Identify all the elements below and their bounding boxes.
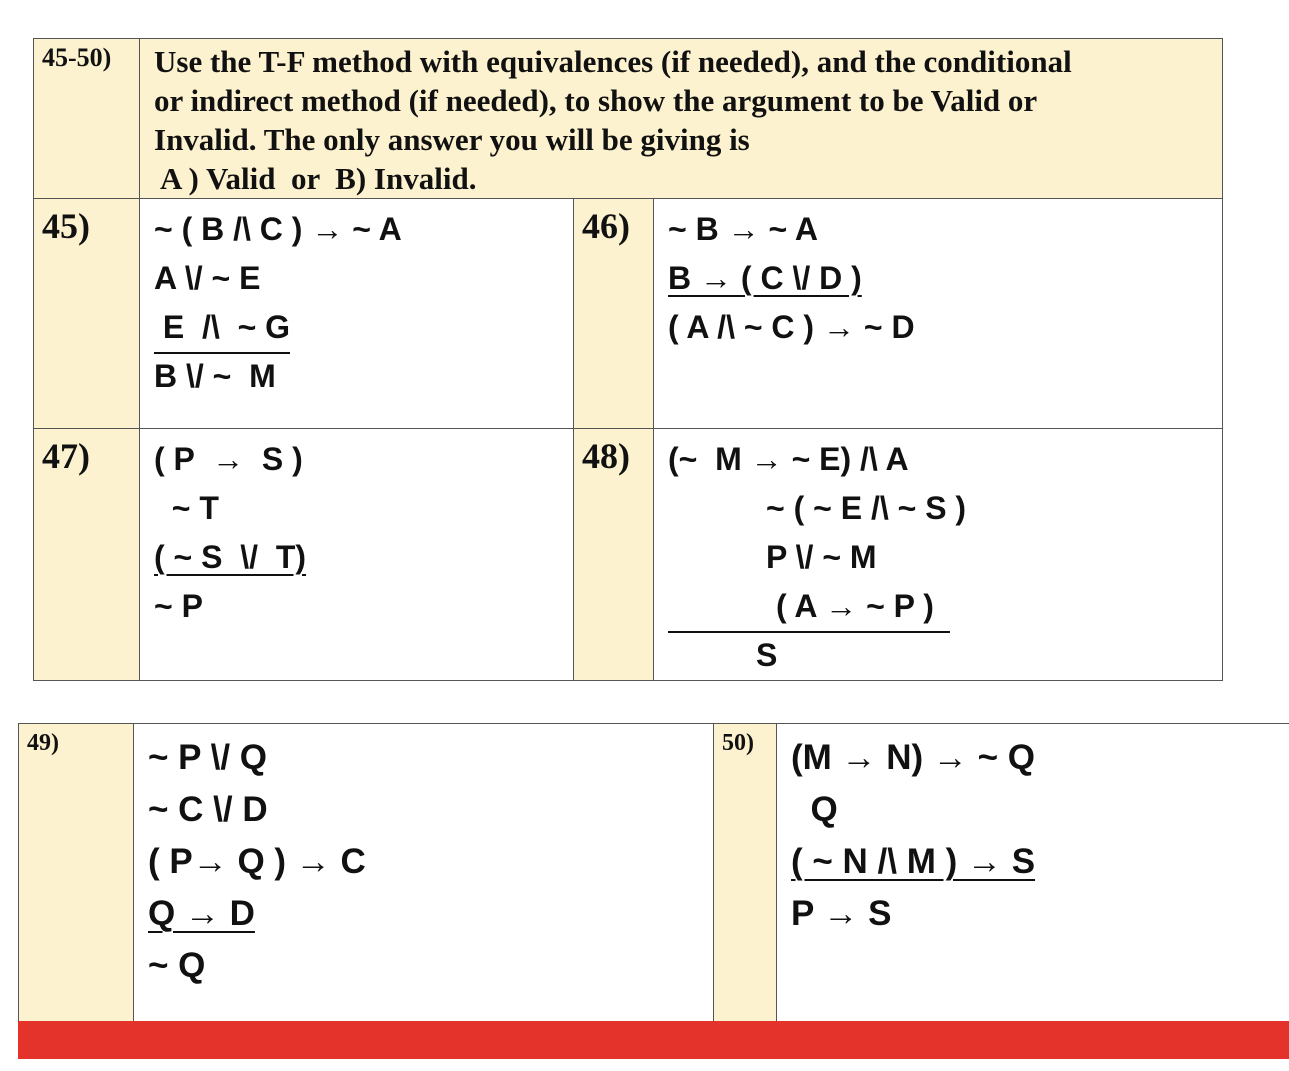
instruction-line: Use the T-F method with equivalences (if needed), and the conditional xyxy=(154,44,1072,79)
problem-50-argument xyxy=(777,724,1289,1022)
premise: Q → D xyxy=(148,894,255,933)
premise: ( ~ N /\ M ) → S xyxy=(791,842,1036,881)
premise: A \/ ~ E xyxy=(154,260,261,296)
instruction-line: or indirect method (if needed), to show the argument to be Valid or xyxy=(154,83,1038,118)
problem-48-argument xyxy=(654,429,1223,681)
premise: ~ ( ~ E /\ ~ S ) xyxy=(766,490,967,526)
conclusion: ~ P xyxy=(154,588,203,624)
problem-range-label: 45-50) xyxy=(34,39,140,199)
premise: ( P→ Q ) → C xyxy=(148,842,366,881)
premise: (M → N) → ~ Q xyxy=(791,738,1036,777)
instruction-line: Invalid. The only answer you will be giving is xyxy=(154,122,750,157)
premise: P \/ ~ M xyxy=(766,539,877,575)
premise: ( ~ S \/ T) xyxy=(154,539,307,575)
premise: ~ C \/ D xyxy=(148,790,268,829)
red-footer-bar xyxy=(18,1021,1289,1059)
problem-row xyxy=(34,199,1223,429)
problem-row xyxy=(34,429,1223,681)
conclusion: B \/ ~ M xyxy=(154,358,276,394)
conclusion: S xyxy=(756,637,778,673)
premise: Q xyxy=(791,790,838,829)
premise: ~ B → ~ A xyxy=(668,211,818,247)
premise: ( A → ~ P ) xyxy=(668,582,1222,631)
instruction-line: A ) Valid or B) Invalid. xyxy=(154,161,477,196)
problem-46-argument xyxy=(654,199,1223,429)
premise: E /\ ~ G xyxy=(154,303,573,352)
problem-number-49: 49) xyxy=(19,724,134,1022)
instructions-row xyxy=(34,39,1223,199)
premise: ~ P \/ Q xyxy=(148,738,267,777)
problems-49-50-table xyxy=(18,723,1289,1022)
problems-45-48-table xyxy=(33,38,1223,681)
premise: ( P → S ) xyxy=(154,441,303,477)
instructions-text xyxy=(140,39,1223,199)
premise: ~ T xyxy=(154,490,219,526)
problem-number-47: 47) xyxy=(34,429,140,681)
problem-49-argument xyxy=(134,724,714,1022)
problem-45-argument xyxy=(140,199,574,429)
problem-number-46: 46) xyxy=(574,199,654,429)
premise: (~ M → ~ E) /\ A xyxy=(668,441,909,477)
conclusion: ~ Q xyxy=(148,946,206,985)
conclusion: P → S xyxy=(791,894,892,933)
problem-number-48: 48) xyxy=(574,429,654,681)
problem-number-50: 50) xyxy=(714,724,777,1022)
problem-47-argument xyxy=(140,429,574,681)
premise: B → ( C \/ D ) xyxy=(668,260,862,296)
problem-number-45: 45) xyxy=(34,199,140,429)
conclusion: ( A /\ ~ C ) → ~ D xyxy=(668,309,915,345)
problem-row xyxy=(19,724,1289,1022)
premise: ~ ( B /\ C ) → ~ A xyxy=(154,211,402,247)
